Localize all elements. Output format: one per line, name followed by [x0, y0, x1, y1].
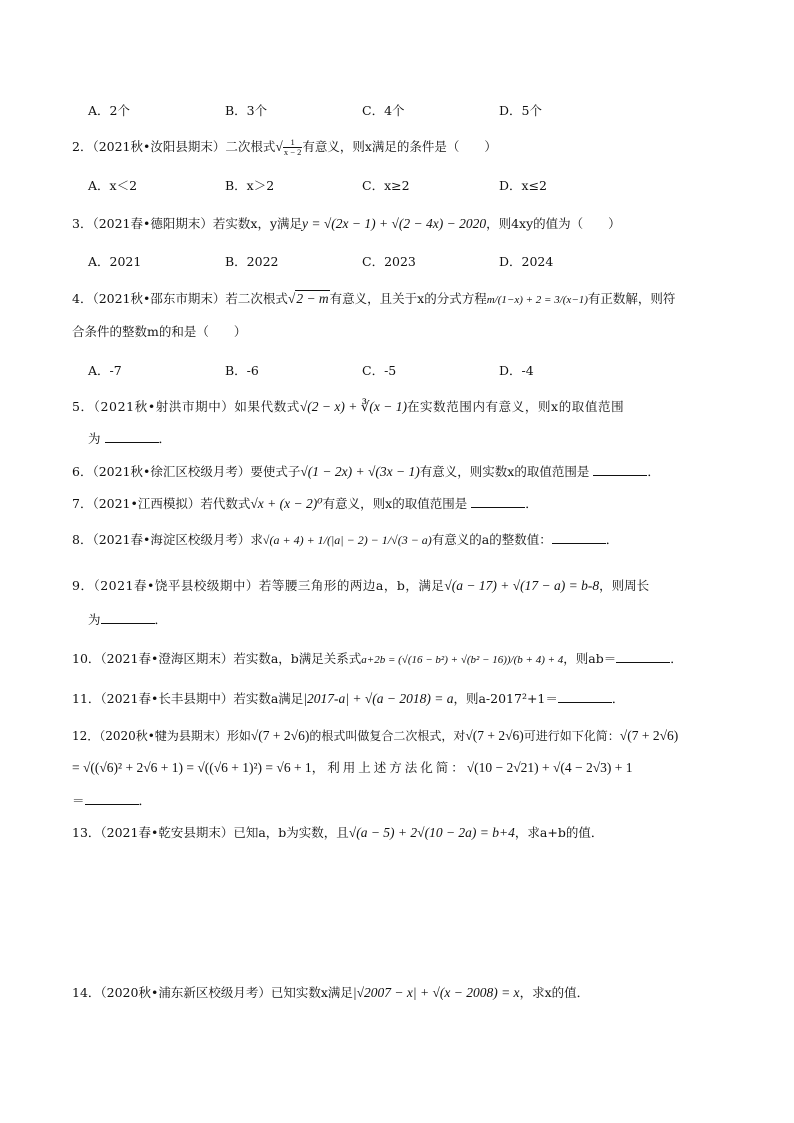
q6-answer-blank[interactable] [593, 463, 647, 476]
q14-suffix: ，求x的值． [519, 985, 590, 1000]
q3-option-a: A．2021 [88, 254, 142, 269]
q13-prefix: 13．（2021春•乾安县期末）已知a，b为实数，且 [72, 825, 349, 840]
q2-option-a: A．x＜2 [88, 178, 138, 193]
q2-option-b: B．x＞2 [225, 178, 275, 193]
q4-prefix: 4．（2021秋•邵东市期末）若二次根式 [72, 291, 288, 306]
q1-option-a: A．2个 [88, 103, 130, 118]
q12-line2 [72, 759, 633, 777]
q1-option-c: C．4个 [362, 103, 405, 118]
question-3 [72, 215, 621, 233]
q7-expr: √x + (x − 2)⁰ [250, 496, 323, 511]
q4-mid: 有意义，且关于x的分式方程 [329, 291, 487, 306]
q11-suffix: ，则a-2017²+1＝ [453, 691, 558, 706]
q1-option-d: D．5个 [499, 103, 542, 118]
q8-prefix: 8．（2021春•海淀区校级月考）求 [72, 532, 263, 547]
q5-suffix: 在实数范围内有意义，则x的取值范围 [406, 399, 625, 414]
q10-suffix: ，则ab＝ [563, 651, 617, 666]
q11-expr: |2017-a| + √(a − 2018) = a [303, 691, 454, 706]
q1-option-b: B．3个 [225, 103, 268, 118]
q3-prefix: 3．（2021春•德阳期末）若实数x，y满足 [72, 216, 302, 231]
q6-expr: √(1 − 2x) + √(3x − 1) [300, 464, 420, 479]
q13-suffix: ，求a+b的值． [514, 825, 604, 840]
q9-answer-blank[interactable] [101, 611, 155, 624]
question-7: 7．（2021•江西模拟）若代数式√x + (x − 2)⁰有意义，则x的取值范围是 ． [72, 496, 538, 511]
q6-prefix: 6．（2021秋•徐汇区校级月考）要使式子 [72, 464, 301, 479]
q14-prefix: 14．（2020秋•浦东新区校级月考）已知实数x满足 [72, 985, 353, 1000]
q2-option-d: D．x≤2 [499, 178, 547, 193]
question-5 [72, 398, 624, 416]
q4-line2: 合条件的整数m的和是（ ） [72, 324, 247, 339]
q9-prefix: 9．（2021春•饶平县校级期中）若等腰三角形的两边a，b，满足 [72, 578, 445, 593]
q12-expr-3: √(7 + 2√6) [619, 728, 679, 743]
question-8: 8．（2021春•海淀区校级月考）求√(a + 4) + 1/(|a| − 2) − 1/√(3 − a)有意义的a的整数值： ． [72, 532, 619, 547]
question-2 [72, 138, 497, 157]
q12-mid2: 可进行如下化简： [523, 729, 620, 743]
question-11: 11．（2021春•长丰县期中）若实数a满足|2017-a| + √(a − 2018) = a，则a-2017²+1＝ ． [72, 691, 625, 706]
q5-expr: √(2 − x) + ∛(x − 1) [299, 399, 407, 414]
question-10: 10．（2021春•澄海区期末）若实数a，b满足关系式a+2b = (√(16 − b²) + √(b² − 16))/(b + 4) + 4，则ab＝ ． [72, 651, 683, 666]
q9-expr: √(a − 17) + √(17 − a) = b-8 [444, 578, 600, 593]
q12-derivation: = √((√6)² + 2√6 + 1) = √((√6 + 1)²) = √6 + 1 [72, 760, 312, 775]
q4-expr2: m/(1−x) + 2 = 3/(x−1) [486, 294, 588, 306]
question-12 [72, 727, 678, 745]
q2-options [88, 176, 636, 194]
q3-expr: y = √(2x − 1) + √(2 − 4x) − 2020 [302, 216, 487, 231]
q12-prefix: 12．（2020秋•犍为县期末）形如 [72, 729, 251, 743]
q2-suffix: 有意义，则x满足的条件是（ ） [302, 139, 497, 154]
q8-suffix: 有意义的a的整数值： [431, 532, 552, 547]
q11-answer-blank[interactable] [558, 690, 612, 703]
q3-option-c: C．2023 [362, 254, 416, 269]
q3-suffix: ，则4xy的值为（ ） [486, 216, 621, 231]
q4-option-a: A．-7 [88, 363, 122, 378]
question-14 [72, 984, 589, 1002]
q2-option-c: C．x≥2 [362, 178, 410, 193]
q9-suffix: ，则周长 [599, 578, 650, 593]
q5-line2: 为 ． [88, 431, 172, 446]
q3-option-b: B．2022 [225, 254, 279, 269]
question-9 [72, 577, 649, 595]
question-13 [72, 824, 603, 842]
q4-expr1: 2 − m [296, 291, 329, 306]
q8-expr: √(a + 4) + 1/(|a| − 2) − 1/√(3 − a) [262, 533, 432, 547]
q2-sqrt: √ $\frac{1}{x - 2}$ [275, 137, 302, 158]
question-4: 4．（2021秋•邵东市期末）若二次根式√2 − m有意义，且关于x的分式方程m/(1−x) + 2 = 3/(x−1)有正数解，则符 [72, 291, 676, 306]
q8-answer-blank[interactable] [552, 531, 606, 544]
q12-answer-blank[interactable] [85, 792, 139, 805]
q10-expr: a+2b = (√(16 − b²) + √(b² − 16))/(b + 4) + 4 [361, 654, 564, 666]
q5-answer-blank[interactable] [105, 430, 159, 443]
q10-prefix: 10．（2021春•澄海区期末）若实数a，b满足关系式 [72, 651, 362, 666]
q6-suffix: 有意义，则实数x的取值范围是 [419, 464, 590, 479]
q12-mid: 的根式叫做复合二次根式，对 [309, 729, 466, 743]
q5-prefix: 5．（2021秋•射洪市期中）如果代数式 [72, 399, 300, 414]
q7-prefix: 7．（2021•江西模拟）若代数式 [72, 496, 251, 511]
q1-options [88, 101, 636, 119]
q4-suffix: 有正数解，则符 [587, 291, 676, 306]
q7-suffix: 有意义，则x的取值范围是 [322, 496, 468, 511]
q9-line2: 为 ． [88, 612, 168, 627]
q12-instruction: ，利用上述方法化简： [311, 760, 467, 775]
q14-expr: |√2007 − x| + √(x − 2008) = x [352, 985, 520, 1000]
q4-options [88, 361, 636, 379]
q4-option-b: B．-6 [225, 363, 259, 378]
q7-answer-blank[interactable] [471, 495, 525, 508]
q4-option-d: D．-4 [499, 363, 534, 378]
q13-expr: √(a − 5) + 2√(10 − 2a) = b+4 [348, 825, 515, 840]
question-6: 6．（2021秋•徐汇区校级月考）要使式子√(1 − 2x) + √(3x − 1)有意义，则实数x的取值范围是 ． [72, 464, 660, 479]
q12-expr-1: √(7 + 2√6) [250, 728, 310, 743]
q3-option-d: D．2024 [499, 254, 554, 269]
q10-answer-blank[interactable] [616, 650, 670, 663]
q2-prefix: 2．（2021秋•汝阳县期末）二次根式 [72, 139, 276, 154]
q12-expr-2: √(7 + 2√6) [465, 728, 524, 743]
q4-option-c: C．-5 [362, 363, 397, 378]
q12-line3: ＝ ． [72, 793, 152, 808]
q12-expr-4: √(10 − 2√21) + √(4 − 2√3) + 1 [466, 760, 633, 775]
q3-options [88, 252, 636, 270]
q11-prefix: 11．（2021春•长丰县期中）若实数a满足 [72, 691, 304, 706]
